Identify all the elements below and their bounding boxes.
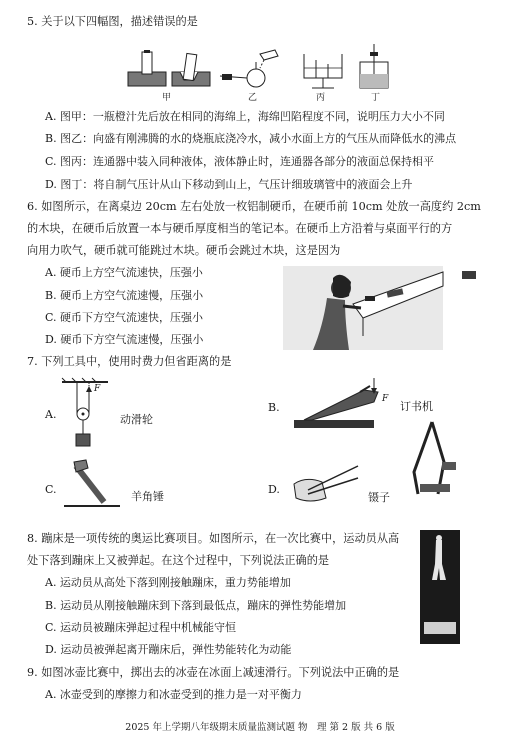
page-footer: 2025 年上学期八年级期末质量监测试题 物 理 第 2 版 共 6 版 (125, 722, 395, 733)
q8-trampoline-photo (420, 530, 460, 644)
scan-mark (462, 271, 476, 279)
q9-option-a: A. 冰壶受到的摩擦力和冰壶受到的推力是一对平衡力 (45, 688, 302, 701)
q9-stem: 9. 如图冰壶比赛中，掷出去的冰壶在冰面上减速滑行。下列说法中正确的是 (27, 666, 400, 679)
q5-option-a: A. 图甲：一瓶橙汁先后放在相同的海绵上，海绵凹陷程度不同，说明压力大小不同 (45, 110, 445, 123)
q7-c-letter: C. (45, 483, 57, 496)
q7-d-letter: D. (268, 483, 280, 496)
q8-option-b: B. 运动员从刚接触蹦床到下落到最低点，蹦床的弹性势能增加 (45, 599, 347, 612)
fig-label-yi: 乙 (248, 93, 258, 103)
q7-tweezers-figure (402, 422, 464, 498)
q6-option-d: D. 硬币下方空气流速慢，压强小 (45, 333, 204, 346)
q5-figure-jia (128, 50, 210, 90)
q6-stem-line-3: 向用力吹气，硬币就可能跳过木块。硬币会跳过木块，这是因为 (27, 244, 341, 257)
q5-option-c: C. 图丙：连通器中装入同种液体，液体静止时，连通器各部分的液面总保持相平 (45, 155, 435, 168)
fig-label-bing: 丙 (316, 93, 326, 103)
q7-chopsticks-figure (288, 462, 360, 512)
q7-b-force-label: F (382, 394, 389, 404)
q8-option-a: A. 运动员从高处下落到刚接触蹦床，重力势能增加 (45, 576, 291, 589)
q5-option-d: D. 图丁：将自制气压计从山下移动到山上，气压计细玻璃管中的液面会上升 (45, 178, 413, 191)
q8-stem-line-1: 8. 蹦床是一项传统的奥运比赛项目。如图所示，在一次比赛中，运动员从高 (27, 532, 400, 545)
q6-option-a: A. 硬币上方空气流速快，压强小 (45, 266, 203, 279)
q8-option-c: C. 运动员被蹦床弹起过程中机械能守恒 (45, 621, 237, 634)
q8-option-d: D. 运动员被弹起离开蹦床后，弹性势能转化为动能 (45, 643, 292, 656)
q6-option-c: C. 硬币下方空气流速快，压强小 (45, 311, 204, 324)
q5-figure-bing (298, 50, 348, 90)
q7-a-letter: A. (45, 408, 57, 421)
q6-figure-girl-blowing-coin (283, 266, 443, 350)
q7-a-name: 动滑轮 (120, 413, 153, 426)
q6-stem-line-1: 6. 如图所示，在离桌边 20cm 左右处放一枚铝制硬币，在硬币前 10cm 处放一高度约 2cm (27, 200, 481, 213)
q5-figure-yi (220, 48, 282, 90)
q7-d-name: 镊子 (368, 491, 390, 504)
q7-claw-hammer-figure (64, 458, 120, 510)
q8-stem-line-2: 处下落到蹦床上又被弹起。在这个过程中，下列说法正确的是 (27, 554, 330, 567)
q7-a-force-label: F (94, 384, 101, 394)
q7-stapler-figure (290, 376, 390, 436)
q6-stem-line-2: 的木块，在硬币后放置一本与硬币厚度相当的笔记本。在硬币上方沿着与桌面平行的方 (27, 222, 453, 235)
q5-figure-ding (356, 44, 392, 92)
q6-option-b: B. 硬币上方空气流速慢，压强小 (45, 289, 204, 302)
fig-label-ding: 丁 (371, 93, 381, 103)
q7-movable-pulley-figure (62, 376, 108, 452)
q7-b-letter: B. (268, 401, 280, 414)
q5-stem: 5. 关于以下四幅图，描述错误的是 (27, 15, 198, 28)
q7-b-name: 订书机 (400, 400, 433, 413)
q7-stem: 7. 下列工具中，使用时费力但省距离的是 (27, 355, 232, 368)
q7-c-name: 羊角锤 (131, 490, 164, 503)
fig-label-jia: 甲 (162, 93, 172, 103)
q5-option-b: B. 图乙：向盛有刚沸腾的水的烧瓶底浇冷水，减小水面上方的气压从而降低水的沸点 (45, 132, 457, 145)
